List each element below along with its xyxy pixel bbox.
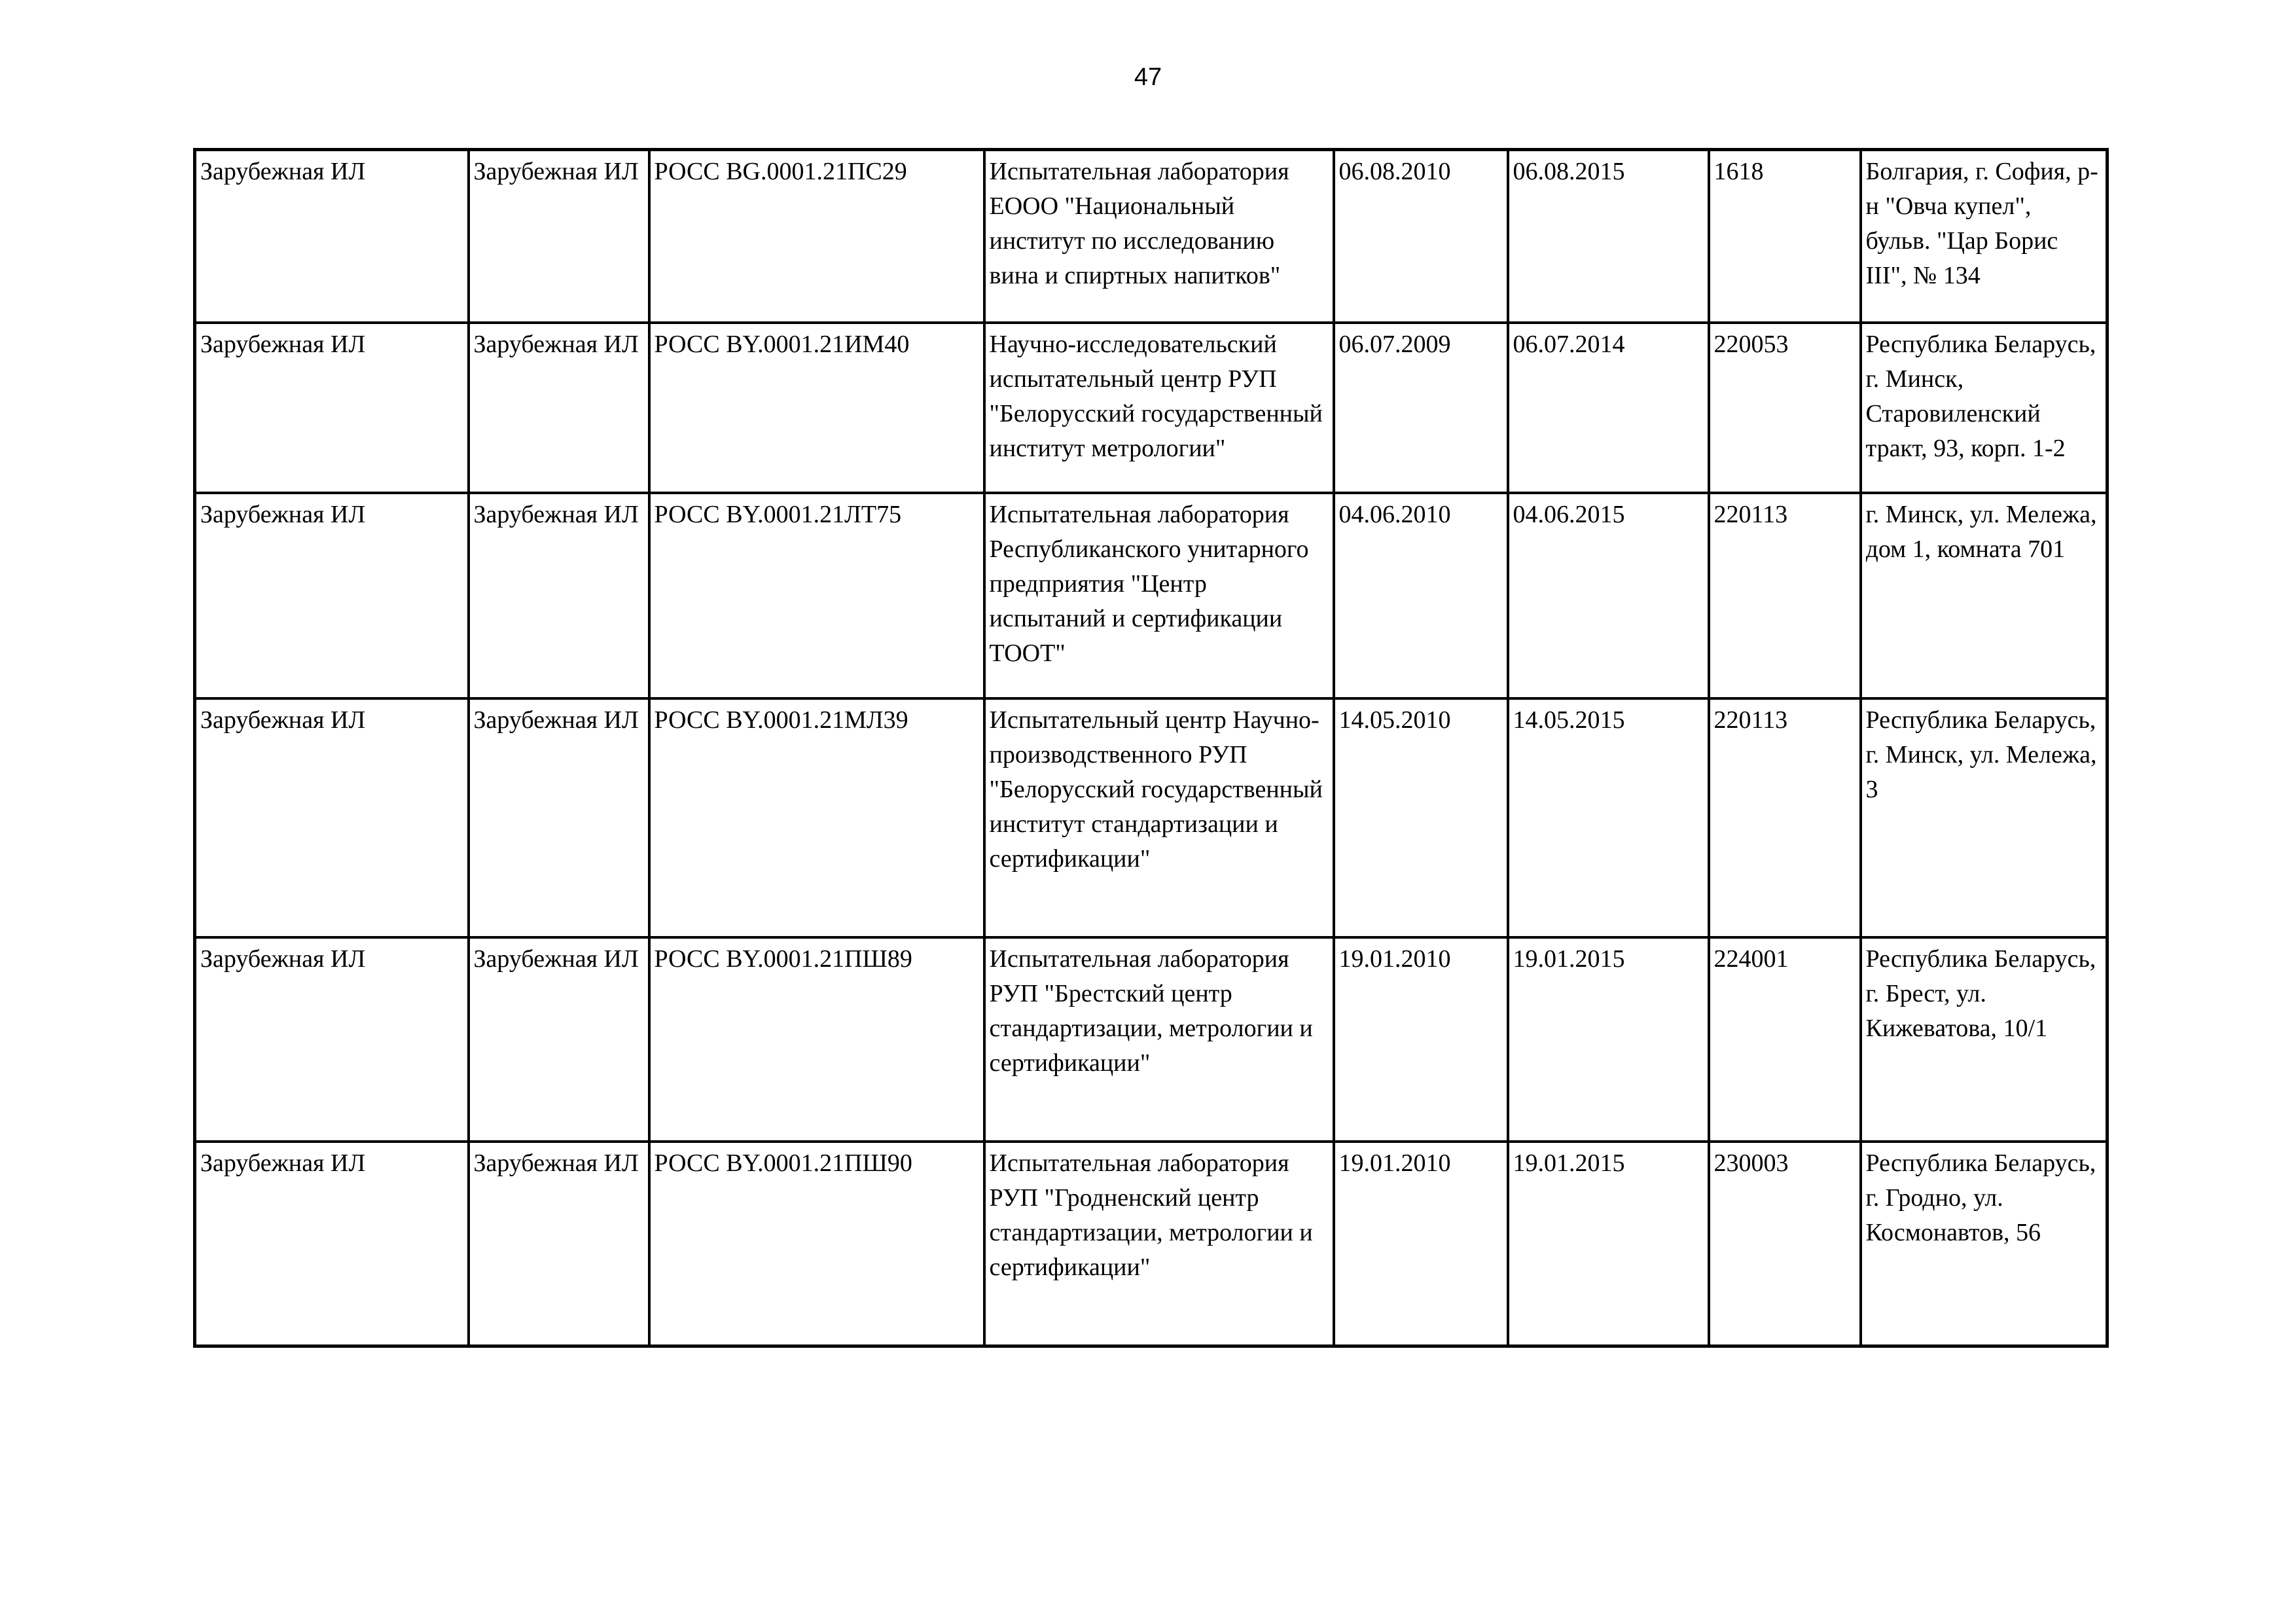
cell-postcode: 1618 — [1709, 150, 1861, 323]
cell-category: Зарубежная ИЛ — [469, 698, 649, 937]
cell-type: Зарубежная ИЛ — [195, 493, 469, 698]
cell-postcode: 224001 — [1709, 937, 1861, 1142]
cell-name: Научно-исследовательский испытательный центр РУП "Белорусский государственный институт метрологии" — [984, 323, 1334, 493]
table-row — [195, 698, 2108, 937]
cell-postcode: 230003 — [1709, 1142, 1861, 1346]
cell-category: Зарубежная ИЛ — [469, 937, 649, 1142]
table-row — [195, 150, 2108, 323]
cell-date-expires: 14.05.2015 — [1508, 698, 1709, 937]
cell-date-expires: 19.01.2015 — [1508, 937, 1709, 1142]
cell-type: Зарубежная ИЛ — [195, 323, 469, 493]
cell-type: Зарубежная ИЛ — [195, 1142, 469, 1346]
cell-address: Республика Беларусь, г. Минск, Старовиленский тракт, 93, корп. 1-2 — [1861, 323, 2108, 493]
cell-reg-number: РОСС BY.0001.21ПШ89 — [649, 937, 984, 1142]
cell-date-expires: 04.06.2015 — [1508, 493, 1709, 698]
table-row — [195, 1142, 2108, 1346]
registry-table — [193, 148, 2109, 1348]
cell-category: Зарубежная ИЛ — [469, 493, 649, 698]
cell-category: Зарубежная ИЛ — [469, 323, 649, 493]
cell-date-issued: 19.01.2010 — [1334, 1142, 1508, 1346]
cell-name: Испытательная лаборатория РУП "Брестский центр стандартизации, метрологии и сертификации" — [984, 937, 1334, 1142]
cell-address: Республика Беларусь, г. Минск, ул. Мележа, 3 — [1861, 698, 2108, 937]
cell-date-issued: 06.08.2010 — [1334, 150, 1508, 323]
cell-date-issued: 14.05.2010 — [1334, 698, 1508, 937]
cell-date-expires: 06.07.2014 — [1508, 323, 1709, 493]
table-row — [195, 937, 2108, 1142]
cell-name: Испытательная лаборатория РУП "Гродненский центр стандартизации, метрологии и сертификации" — [984, 1142, 1334, 1346]
cell-category: Зарубежная ИЛ — [469, 1142, 649, 1346]
cell-reg-number: РОСС BG.0001.21ПС29 — [649, 150, 984, 323]
cell-type: Зарубежная ИЛ — [195, 150, 469, 323]
cell-postcode: 220113 — [1709, 493, 1861, 698]
cell-date-expires: 06.08.2015 — [1508, 150, 1709, 323]
cell-address: Республика Беларусь, г. Брест, ул. Кижеватова, 10/1 — [1861, 937, 2108, 1142]
cell-date-issued: 06.07.2009 — [1334, 323, 1508, 493]
cell-reg-number: РОСС BY.0001.21ИМ40 — [649, 323, 984, 493]
cell-name: Испытательный центр Научно-производственного РУП "Белорусский государственный институт стандартизации и сертификации" — [984, 698, 1334, 937]
cell-postcode: 220113 — [1709, 698, 1861, 937]
cell-date-issued: 04.06.2010 — [1334, 493, 1508, 698]
cell-postcode: 220053 — [1709, 323, 1861, 493]
table-row — [195, 323, 2108, 493]
table-row — [195, 493, 2108, 698]
cell-reg-number: РОСС BY.0001.21ЛТ75 — [649, 493, 984, 698]
cell-date-issued: 19.01.2010 — [1334, 937, 1508, 1142]
cell-address: г. Минск, ул. Мележа, дом 1, комната 701 — [1861, 493, 2108, 698]
cell-name: Испытательная лаборатория ЕООО "Национальный институт по исследованию вина и спиртных напитков" — [984, 150, 1334, 323]
cell-name: Испытательная лаборатория Республиканского унитарного предприятия "Центр испытаний и сертификации ТООТ" — [984, 493, 1334, 698]
cell-address: Болгария, г. София, р-н "Овча купел", бульв. "Цар Борис III", № 134 — [1861, 150, 2108, 323]
page-number: 47 — [1134, 63, 1162, 91]
cell-category: Зарубежная ИЛ — [469, 150, 649, 323]
cell-address: Республика Беларусь, г. Гродно, ул. Космонавтов, 56 — [1861, 1142, 2108, 1346]
cell-reg-number: РОСС BY.0001.21МЛ39 — [649, 698, 984, 937]
cell-reg-number: РОСС BY.0001.21ПШ90 — [649, 1142, 984, 1346]
cell-date-expires: 19.01.2015 — [1508, 1142, 1709, 1346]
cell-type: Зарубежная ИЛ — [195, 937, 469, 1142]
cell-type: Зарубежная ИЛ — [195, 698, 469, 937]
